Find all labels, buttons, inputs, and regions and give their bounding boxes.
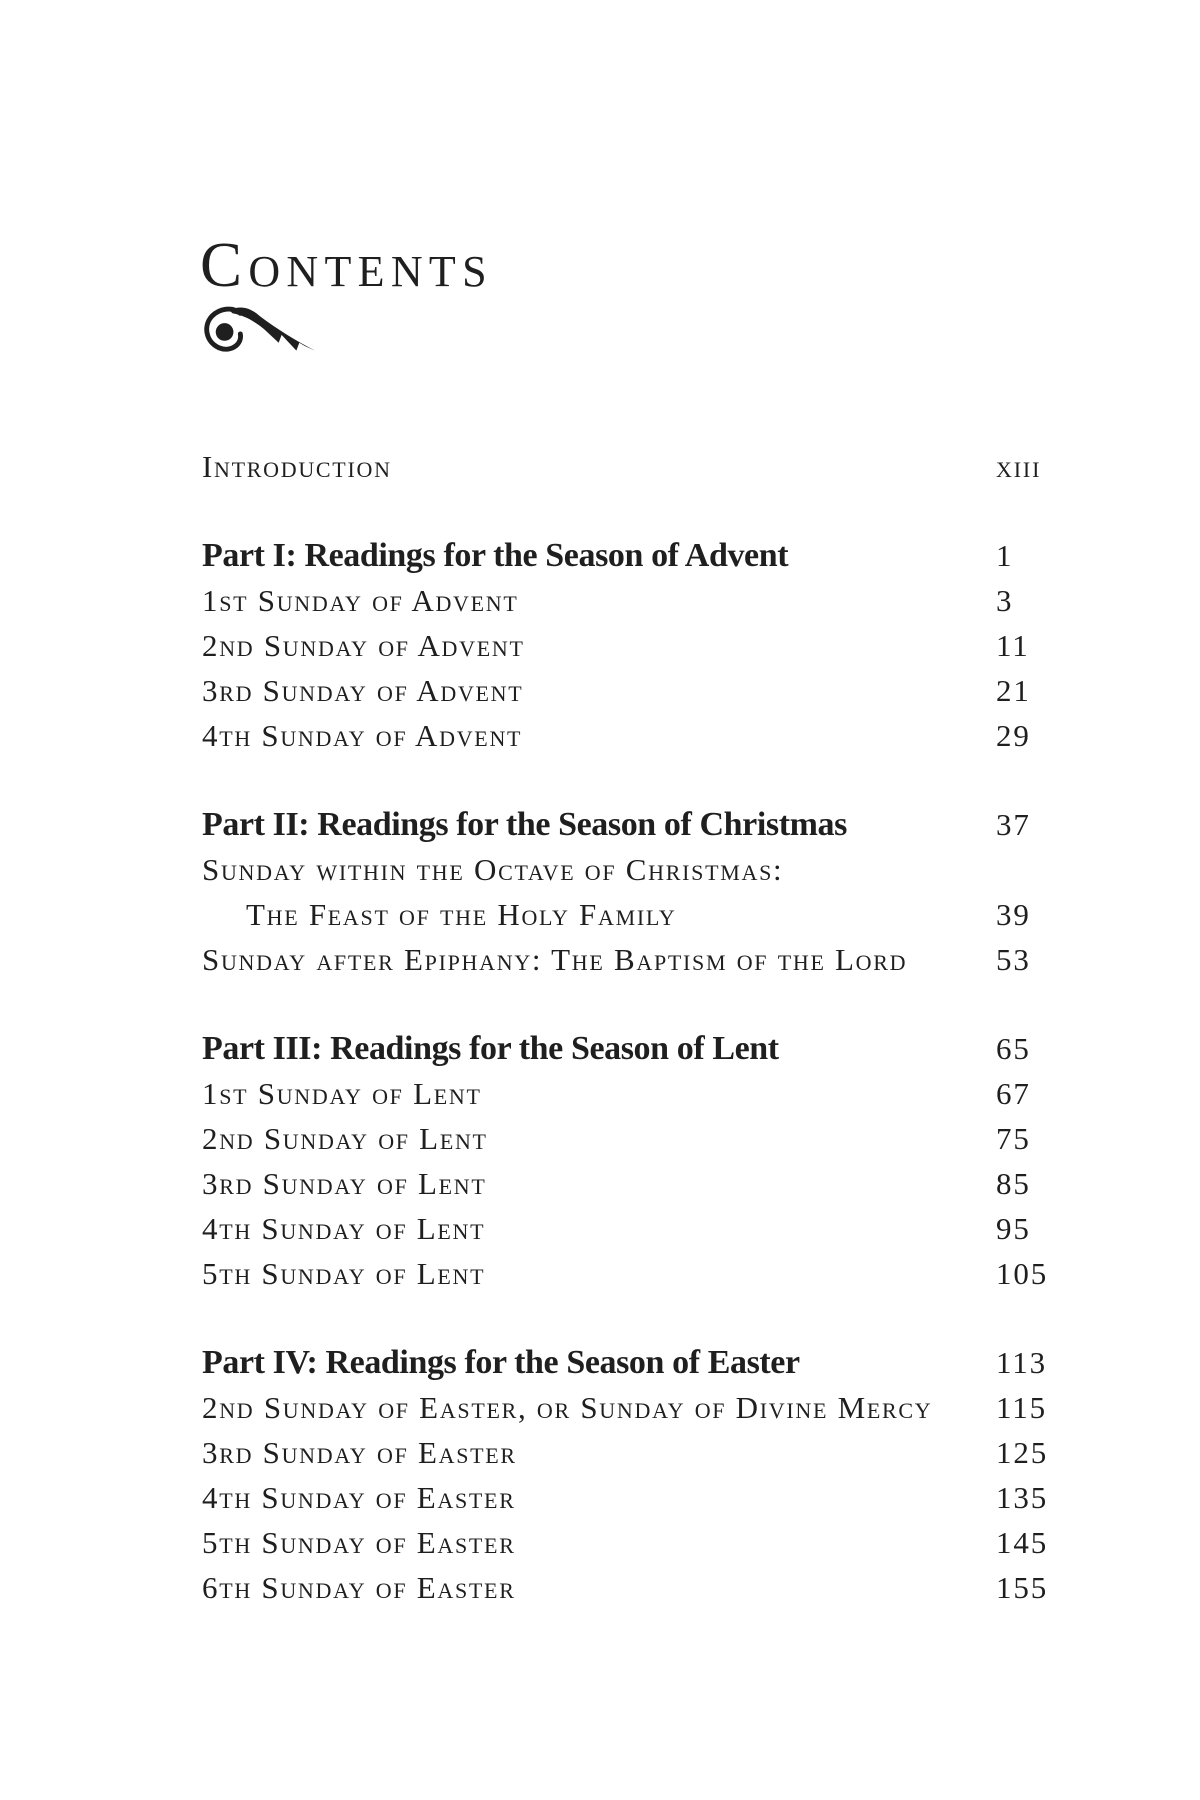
toc-entry-text: 3rd Sunday of Advent bbox=[202, 673, 524, 708]
toc-row bbox=[202, 847, 1090, 937]
toc-row bbox=[202, 668, 1090, 713]
toc-entry-text: Sunday after Epiphany: The Baptism of the Lord bbox=[202, 942, 908, 977]
toc-row-label bbox=[202, 1340, 800, 1385]
toc-page-number: 115 bbox=[996, 1390, 1047, 1425]
toc-page-number: 155 bbox=[996, 1570, 1049, 1605]
toc-page-number: 37 bbox=[996, 807, 1031, 842]
toc-entry-text: 2nd Sunday of Easter, or Sunday of Divine Mercy bbox=[202, 1390, 933, 1425]
toc-entry-text: 3rd Sunday of Lent bbox=[202, 1166, 487, 1201]
toc-page-number: 65 bbox=[996, 1031, 1031, 1066]
toc-page-number: 53 bbox=[996, 942, 1031, 977]
toc-row-label bbox=[202, 1520, 516, 1565]
toc-row bbox=[202, 937, 1090, 982]
toc-entry-text: 1st Sunday of Lent bbox=[202, 1076, 482, 1111]
toc-entry-text: Introduction bbox=[202, 449, 392, 484]
toc-heading-text: Part I: Readings for the Season of Advent bbox=[202, 537, 789, 574]
toc-page-number: 11 bbox=[996, 628, 1030, 663]
toc-row bbox=[202, 713, 1090, 758]
toc-row-label bbox=[202, 802, 847, 847]
toc-row-label bbox=[202, 713, 522, 758]
toc-row bbox=[202, 1206, 1090, 1251]
toc-entry-text: 5th Sunday of Easter bbox=[202, 1525, 516, 1560]
toc-row-label bbox=[202, 1161, 487, 1206]
toc-row bbox=[202, 1340, 1090, 1385]
toc-front-matter bbox=[202, 444, 1090, 489]
toc-row-label bbox=[202, 1116, 488, 1161]
toc-section bbox=[202, 1340, 1090, 1610]
toc-entry-text: 3rd Sunday of Easter bbox=[202, 1435, 517, 1470]
toc-page-number: 29 bbox=[996, 718, 1031, 753]
toc-row-label bbox=[202, 1430, 517, 1475]
toc-page-number: 3 bbox=[996, 583, 1014, 618]
toc-row bbox=[202, 1026, 1090, 1071]
toc-page-number: 21 bbox=[996, 673, 1031, 708]
toc-row-label bbox=[202, 1565, 516, 1610]
toc-page-number: xiii bbox=[996, 449, 1042, 484]
toc-row bbox=[202, 1430, 1090, 1475]
toc-row-label bbox=[202, 1251, 485, 1296]
toc-entry-text: 5th Sunday of Lent bbox=[202, 1256, 486, 1291]
toc-row bbox=[202, 578, 1090, 623]
toc-entry-text: 4th Sunday of Lent bbox=[202, 1211, 486, 1246]
toc-row-label bbox=[202, 847, 783, 937]
toc-page-number: 67 bbox=[996, 1076, 1031, 1111]
toc-row bbox=[202, 1071, 1090, 1116]
toc-page-number: 145 bbox=[996, 1525, 1049, 1560]
toc-page-number: 85 bbox=[996, 1166, 1031, 1201]
toc-row-label bbox=[202, 1071, 482, 1116]
toc-row bbox=[202, 444, 1090, 489]
toc-page-number: 39 bbox=[996, 897, 1031, 932]
toc-row bbox=[202, 1565, 1090, 1610]
toc-page-number: 125 bbox=[996, 1435, 1049, 1470]
toc-entry-text: 2nd Sunday of Lent bbox=[202, 1121, 488, 1156]
toc-row-label bbox=[202, 623, 525, 668]
toc-row-label bbox=[202, 444, 392, 489]
page-title: Contents bbox=[200, 230, 493, 300]
toc-row-label bbox=[202, 1475, 516, 1520]
toc-page-number: 105 bbox=[996, 1256, 1049, 1291]
toc-entry-text: 4th Sunday of Advent bbox=[202, 718, 523, 753]
toc-row bbox=[202, 1251, 1090, 1296]
toc-row-label bbox=[202, 578, 519, 623]
toc-entry-text: Sunday within the Octave of Christmas: bbox=[202, 852, 784, 887]
toc-row-label bbox=[202, 668, 523, 713]
toc-row bbox=[202, 623, 1090, 668]
toc-row-label bbox=[202, 1206, 485, 1251]
toc-entry-text: 4th Sunday of Easter bbox=[202, 1480, 516, 1515]
toc-section bbox=[202, 533, 1090, 758]
toc-entry-text: The Feast of the Holy Family bbox=[246, 897, 677, 932]
toc-page-number: 75 bbox=[996, 1121, 1031, 1156]
toc-row bbox=[202, 533, 1090, 578]
toc-row-label bbox=[202, 1385, 932, 1430]
toc-heading-text: Part IV: Readings for the Season of Easter bbox=[202, 1344, 800, 1381]
toc-row bbox=[202, 1475, 1090, 1520]
toc-heading-text: Part II: Readings for the Season of Christmas bbox=[202, 806, 847, 843]
toc-section bbox=[202, 802, 1090, 982]
toc-entry-text: 1st Sunday of Advent bbox=[202, 583, 519, 618]
toc-entry-text: 2nd Sunday of Advent bbox=[202, 628, 525, 663]
toc-row bbox=[202, 802, 1090, 847]
toc-page-number: 1 bbox=[996, 538, 1014, 573]
toc-page-number: 113 bbox=[996, 1345, 1047, 1380]
toc-row bbox=[202, 1520, 1090, 1565]
toc-row-label bbox=[202, 533, 788, 578]
toc-page-number: 135 bbox=[996, 1480, 1049, 1515]
toc-heading-text: Part III: Readings for the Season of Lent bbox=[202, 1030, 779, 1067]
toc-section bbox=[202, 1026, 1090, 1296]
toc-row-label bbox=[202, 937, 907, 982]
toc-page-number: 95 bbox=[996, 1211, 1031, 1246]
toc-entry-text: 6th Sunday of Easter bbox=[202, 1570, 516, 1605]
toc-row bbox=[202, 1116, 1090, 1161]
toc-row-label bbox=[202, 1026, 779, 1071]
toc-row bbox=[202, 1161, 1090, 1206]
toc-row bbox=[202, 1385, 1090, 1430]
swash-flourish-icon bbox=[200, 304, 318, 354]
toc bbox=[202, 444, 1090, 1610]
